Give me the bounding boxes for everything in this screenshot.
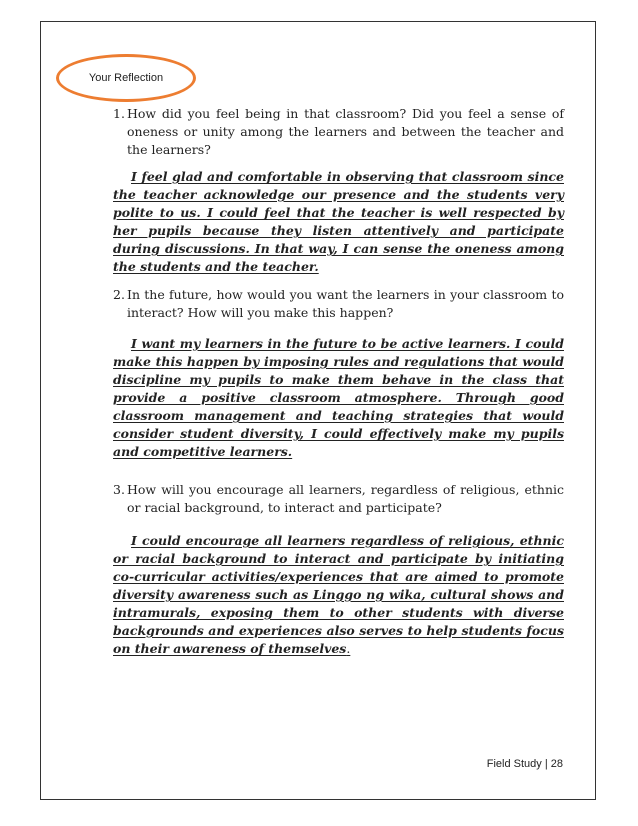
answer-2 bbox=[113, 335, 564, 461]
answer-text: I want my learners in the future to be active learners. I could make this happen by imposing rules and regulations that would discipline my pupils to make them behave in the class that provide a positive classroom atmosphere. Through good classroom management and teaching strategies that would consider student diversity, I could effectively make my pupils and competitive learners. bbox=[113, 336, 564, 459]
question-number: 1. bbox=[113, 106, 125, 121]
question-1 bbox=[113, 105, 564, 159]
answer-text: I could encourage all learners regardless of religious, ethnic or racial background to interact and participate by initiating co-curricular activities/experiences that are aimed to promote diversity awareness such as Linggo ng wika, cultural shows and intramurals, exposing them to other students with diverse backgrounds and experiences also serves to help students focus on their awareness of themselves bbox=[113, 533, 564, 656]
question-3 bbox=[113, 481, 564, 517]
page-footer: Field Study | 28 bbox=[486, 758, 563, 770]
question-number: 2. bbox=[113, 287, 125, 302]
question-number: 3. bbox=[113, 482, 125, 497]
question-text: How did you feel being in that classroom? Did you feel a sense of oneness or unity among the learners and between the teacher and the learners? bbox=[127, 106, 564, 157]
question-text: In the future, how would you want the learners in your classroom to interact? How will you make this happen? bbox=[127, 287, 564, 320]
section-tag bbox=[56, 54, 196, 102]
answer-1 bbox=[113, 168, 564, 276]
answer-text: I feel glad and comfortable in observing that classroom since the teacher acknowledge our presence and the students very polite to us. I could feel that the teacher is well respected by her pupils because they listen attentively and participate during discussions. In that way, I can sense the oneness among the students and the teacher. bbox=[113, 169, 564, 274]
answer-3: I could encourage all learners regardless of religious, ethnic or racial background to interact and participate by initiating co-curricular activities/experiences that are aimed to promote diversity awareness such as Linggo ng wika, cultural shows and intramurals, exposing them to other students with diverse backgrounds and experiences also serves to help students focus on their awareness of themselves. bbox=[113, 533, 564, 656]
question-2 bbox=[113, 286, 564, 322]
reflection-content bbox=[113, 105, 564, 658]
section-tag-label: Your Reflection bbox=[88, 72, 164, 84]
question-text: How will you encourage all learners, regardless of religious, ethnic or racial background, to interact and participate? bbox=[127, 482, 564, 515]
